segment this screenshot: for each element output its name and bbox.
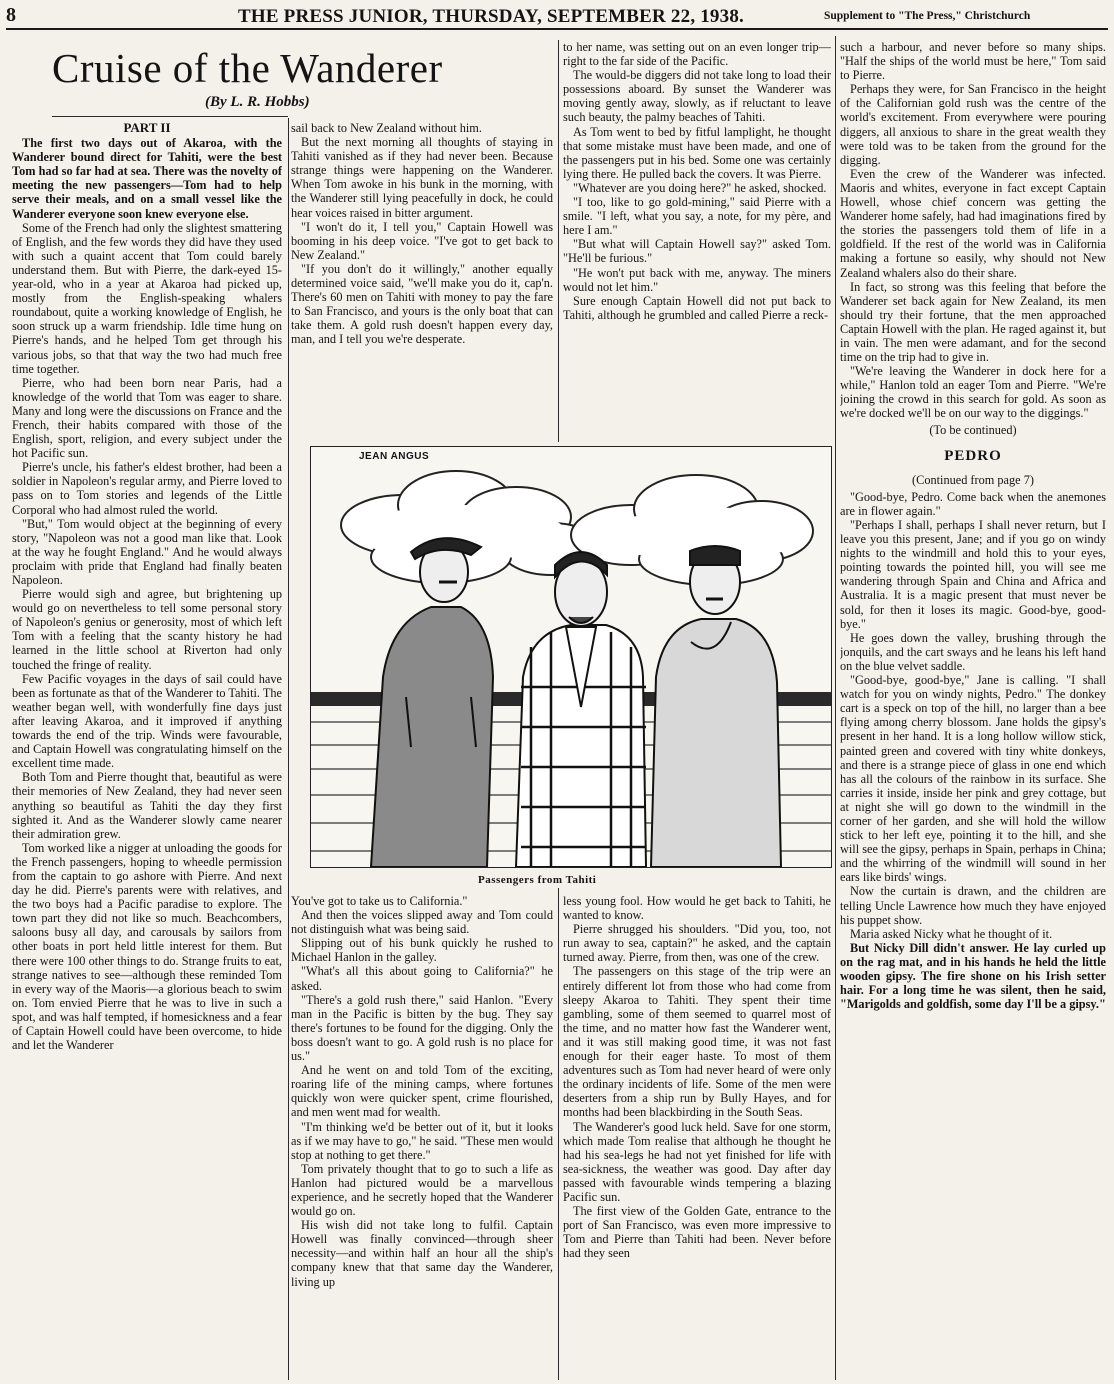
column-rule (835, 36, 836, 1380)
article-paragraph: "But what will Captain Howell say?" asked Tom. "He'll be furious." (563, 237, 831, 266)
article-paragraph: His wish did not take long to fulfil. Captain Howell was finally convinced—through sheer necessity—and within half an hour all the ship's company knew that that same day the Wanderer, living up (291, 1218, 553, 1289)
article-column-3-bottom (563, 894, 831, 1384)
article-paragraph: Pierre would sigh and agree, but brightening up would go on nevertheless to tell some personal story of Napoleon's genius or generosity, most of which left Tom with a feeling that the scanty history he had learned in the little school at Riverton had only touched the fringe of reality. (12, 587, 282, 672)
pedro-paragraph: "Good-bye, Pedro. Come back when the anemones are in flower again." (840, 489, 1106, 518)
column-rule (558, 888, 559, 1380)
pedro-paragraph: "Perhaps I shall, perhaps I shall never return, but I leave you this present, Jane; and if you go on windy nights to the windmill and hold this to your eyes, pointing towards the pointed hill, you will see me wandering through Spain and China and Africa and Australia. It is a magic present that must never be sold, for then it loses its magic. Good-bye, good-bye." (840, 518, 1106, 631)
article-paragraph: Both Tom and Pierre thought that, beautiful as were their memories of New Zealand, they had never seen anything so beautiful as Tahiti the day they first sighted it. And as the Wanderer slowly came nearer their admiration grew. (12, 770, 282, 841)
illustration-caption: Passengers from Tahiti (478, 874, 597, 886)
supplement-note: Supplement to "The Press," Christchurch (824, 10, 1031, 22)
pedro-paragraph: Maria asked Nicky what he thought of it. (850, 926, 1053, 941)
article-paragraph: Slipping out of his bunk quickly he rushed to Michael Hanlon in the galley. (291, 936, 553, 965)
column-rule (558, 40, 559, 442)
article-paragraph: "I too, like to go gold-mining," said Pierre with a smile. "I left, what you say, a note, for my père, and here I am." (563, 195, 831, 238)
article-paragraph: Perhaps they were, for San Francisco in the height of the Californian gold rush was the centre of the world's excitement. From everywhere were pouring diggers, all anxious to share in the great wealth they were told was to be taken from the ground for the digging. (840, 82, 1106, 167)
page-number: 8 (6, 4, 16, 26)
article-title: Cruise of the Wanderer (52, 45, 443, 91)
column-rule (288, 118, 289, 1380)
article-paragraph: The would-be diggers did not take long to load their possessions aboard. By sunset the Wanderer was moving gently away, slowly, as if reluctant to leave such beauty, the palmy beaches of Tahiti. (563, 68, 831, 125)
article-paragraph: You've got to take us to California." (291, 894, 468, 908)
article-paragraph: "There's a gold rush there," said Hanlon. "Every man in the Pacific is bitten by the bug. They say there's fortunes to be found for the digging. Only the boss doesn't want to go. A gold rush is no place for us." (291, 992, 553, 1064)
article-paragraph: "Whatever are you doing here?" he asked, shocked. (573, 180, 827, 195)
article-column-2-top (291, 121, 553, 439)
article-paragraph: less young fool. How would he get back to Tahiti, he wanted to know. (563, 894, 831, 923)
illustration (310, 446, 832, 868)
masthead (6, 4, 1108, 30)
headline-rule (52, 116, 288, 117)
article-column-2-bottom (291, 894, 553, 1384)
article-paragraph: "I'm thinking we'd be better out of it, but it looks as if we may have to go," he said. "These men would stop at nothing to get there." (291, 1119, 553, 1162)
article-paragraph: The Wanderer's good luck held. Save for one storm, which made Tom realise that although he thought he had his sea-legs he had not yet finished for life with sea-sickness, the weather was good. Day after day passed with favourable winds tempering a blazing Pacific sun. (563, 1119, 831, 1204)
article-paragraph: The passengers on this stage of the trip were an entirely different lot from those who had come from sleepy Akaroa to Tahiti. They spent their time gambling, some of them seemed to quarrel most of the time, and no matter how fast the Wanderer went, and it was still making good time, it was not fast enough for their eager haste. To most of them adventures such as Tom had never heard of were only the ordinary incidents of life. Some of the men were deserters from a ship run by Bully Hayes, and for months had been blackbirding in the South Seas. (563, 964, 831, 1120)
article-paragraph: And then the voices slipped away and Tom could not distinguish what was being said. (291, 908, 553, 937)
article-paragraph: Pierre shrugged his shoulders. "Did you, too, not run away to sea, captain?" he asked, and the captain turned away. Pierre, from then, was one of the crew. (563, 922, 831, 965)
article-paragraph: And he went on and told Tom of the exciting, roaring life of the mining camps, where fortunes quickly won were quicker spent, crime flourished, and men went mad for wealth. (291, 1063, 553, 1120)
article-paragraph: But the next morning all thoughts of staying in Tahiti vanished as if they had never been. Because strange things were happening on the Wanderer. When Tom awoke in his bunk in the morning, with the Wanderer still lying peacefully in dock, he could hear voices raised in bitter argument. (291, 135, 553, 220)
article-paragraph: As Tom went to bed by fitful lamplight, he thought that some mistake must have been made, and one of the passengers put in his bed. Some one was certainly lying there. He pulled back the covers. It was Pierre. (563, 124, 831, 181)
newspaper-title: THE PRESS JUNIOR, THURSDAY, SEPTEMBER 22, 1938. (238, 6, 744, 27)
article-byline: (By L. R. Hobbs) (205, 94, 310, 110)
article-paragraph: "What's all this about going to California?" he asked. (291, 964, 553, 993)
to-be-continued: (To be continued) (929, 422, 1017, 437)
pedro-paragraph: He goes down the valley, brushing through the jonquils, and the cart sways and he leans his left hand on the blue velvet saddle. (840, 630, 1106, 673)
article-column-3-top (563, 40, 831, 440)
article-column-4 (840, 40, 1106, 1384)
article-paragraph: "We're leaving the Wanderer in dock here for a while," Hanlon told an eager Tom and Pierre. "We're joining the crowd in this search for gold. As soon as we're docked we'll be on our way to the diggings." (840, 364, 1106, 421)
article-paragraph: such a harbour, and never before so many ships. "Half the ships of the world must be here," Tom said to Pierre. (840, 40, 1106, 83)
article-paragraph: "I won't do it, I tell you," Captain Howell was booming in his deep voice. "I've got to get back to New Zealand." (291, 219, 553, 262)
pedro-continued-note: (Continued from page 7) (912, 472, 1034, 487)
pedro-paragraph: "Good-bye, good-bye," Jane is calling. "I shall watch for you on windy nights, Pedro." The donkey cart is a speck on top of the hill, no larger than a bee flying among cherry blossom. Jane holds the gipsy's present in her hand. It is a long hollow willow stick, painted green and covered with tiny white donkeys, and there is a strange piece of glass in one end which has all the colours of the rainbow in its surface. She carries it inside, inside her pink and grey cottage, but at night she will go down to the windmill in the corner of her garden, and she will hold the willow stick to her left eye, pointing it to the hill, and she will see the gipsy, perhaps in Spain, perhaps in China; and the whirring of the windmill will sound in her ears like birds' wings. (840, 673, 1106, 885)
pedro-paragraph: Now the curtain is drawn, and the children are telling Uncle Lawrence how much they have enjoyed his puppet show. (840, 884, 1106, 927)
article-paragraph: "But," Tom would object at the beginning of every story, "Napoleon was not a good man like that. Look at the way he fought England." And he would always proclaim with pride that England had finally beaten Napoleon. (12, 516, 282, 587)
article-paragraph: Pierre's uncle, his father's eldest brother, had been a soldier in Napoleon's regular army, and Pierre loved to pass on to Tom stories and legends of the Little Corporal who had almost ruled the world. (12, 460, 282, 517)
article-paragraph: Even the crew of the Wanderer was infected. Maoris and whites, everyone in fact except Captain Howell, whose chief concern was getting the Wanderer home safely, had had imaginations fired by the stories the passengers told them of life in a goldfield. If the rest of the world was in California making a fortune so easily, why should not New Zealand whalers also do their share. (840, 166, 1106, 280)
article-paragraph: In fact, so strong was this feeling that before the Wanderer set back again for New Zealand, its men should try their fortune, that the men approached Captain Howell with the plan. He raged against it, but in vain. The men were adamant, and for the second time on the trip had to give in. (840, 279, 1106, 365)
article-paragraph: "He won't put back with me, anyway. The miners would not let him." (563, 265, 831, 294)
pedro-heading: PEDRO (944, 447, 1002, 464)
article-paragraph: The first view of the Golden Gate, entrance to the port of San Francisco, was even more impressive to Tom and Pierre than Tahiti had been. Never before had they seen (563, 1204, 831, 1261)
article-paragraph: The first two days out of Akaroa, with the Wanderer bound direct for Tahiti, were the best Tom had so far had at sea. There was the novelty of meeting the new passengers—Tom had to help serve their meals, and on a small vessel like the Wanderer everyone soon knew everyone else. (12, 136, 282, 221)
article-paragraph: Tom privately thought that to go to such a life as Hanlon had pictured would be a marvellous experience, and he secretly hoped that the Wanderer would go on. (291, 1161, 553, 1219)
article-paragraph: Tom worked like a nigger at unloading the goods for the French passengers, hoping to wheedle permission from the captain to go ashore with Pierre. And next day he did. Pierre's parents were with relatives, and the two boys had a Pacific paradise to explore. The town part they did not like so much. Beachcombers, saloons busy all day, and carousals by sailors from other boats in port held little interest for them. But there were 100 other things to do. Strange fruits to eat, strange natives to see—although these reminded Tom in every way of the Maoris—a glorious beach to swim on. Tom envied Pierre that he was to live in such a spot, and was half tempted, if homesickness and a fear of Captain Howell could have been overcome, to hide and let the Wanderer (12, 840, 282, 1053)
article-paragraph: Pierre, who had been born near Paris, had a knowledge of the world that Tom was eager to share. Many and long were the discussions on France and the French, their habits compared with those of the English, sport, religion, and every subject under the hot Pacific sun. (12, 375, 282, 461)
article-paragraph: sail back to New Zealand without him. (291, 121, 482, 135)
article-paragraph: Some of the French had only the slightest smattering of English, and the few words they did have they used with such a quaint accent that Tom could barely understand them. But with Pierre, the dark-eyed 15-year-old, who in a year at Akaroa had picked up, mostly from the English-speaking whalers roundabout, quite a working knowledge of English, he soon struck up a warm friendship. Idle time hung on Pierre's hands, and he helped Tom get through his various jobs, so that that way the two had much free time together. (12, 220, 282, 376)
article-paragraph: Sure enough Captain Howell did not put back to Tahiti, although he grumbled and called Pierre a reck- (563, 293, 831, 322)
article-column-1 (12, 121, 282, 1383)
passengers-drawing (311, 447, 831, 867)
part-heading: PART II (123, 121, 171, 135)
pedro-paragraph: But Nicky Dill didn't answer. He lay curled up on the rag mat, and in his hands he held the little wooden gipsy. The fire shone on his Irish setter hair. For a long time he was silent, then he said, "Marigolds and goldfish, some day I'll be a gipsy." (840, 940, 1106, 1012)
article-paragraph: Few Pacific voyages in the days of sail could have been as fortunate as that of the Wanderer to Tahiti. The weather began well, with wonderfully fine days just after leaving Akaroa, and it improved if anything towards the end of the trip. Winds were favourable, and Captain Howell was congratulating himself on the excellent time made. (12, 671, 282, 771)
article-paragraph: to her name, was setting out on an even longer trip—right to the far side of the Pacific. (563, 40, 831, 69)
article-paragraph: "If you don't do it willingly," another equally determined voice said, "we'll make you do it, cap'n. There's 60 men on Tahiti with money to pay the fare to San Francisco, and yours is the only boat that can take them. A gold rush doesn't happen every day, man, and I tell you we're desperate. (291, 261, 553, 347)
illustration-credit: JEAN ANGUS (359, 451, 430, 462)
